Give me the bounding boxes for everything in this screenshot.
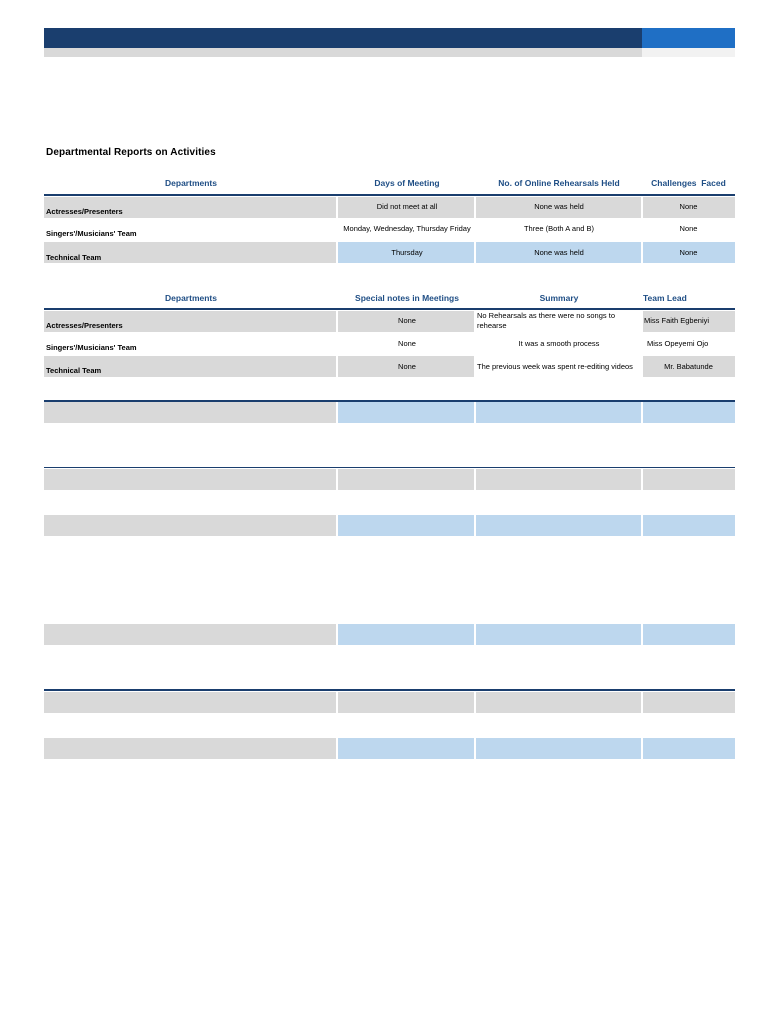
page-title: Departmental Reports on Activities (46, 147, 216, 158)
days-cell: Thursday (391, 248, 423, 257)
summary-cell: The previous week was spent re-editing videos (477, 362, 633, 371)
team-lead-cell: Mr. Babatunde (664, 362, 713, 371)
header-underline (44, 48, 642, 57)
column-header-days-of-meeting: Days of Meeting (374, 178, 440, 188)
department-cell: Technical Team (46, 366, 102, 375)
column-header-challenges: Challenges Faced (651, 178, 726, 188)
summary-cell: No Rehearsals as there were no songs to rehearse (477, 311, 615, 330)
section-rule (44, 467, 735, 468)
header-underline-accent (642, 48, 735, 57)
table-header-rule (44, 308, 735, 310)
header-bar (44, 28, 642, 48)
section-rule (44, 689, 735, 691)
column-header-special-notes: Special notes in Meetings (355, 293, 459, 303)
challenges-cell: None (679, 248, 698, 257)
days-cell: Monday, Wednesday, Thursday Friday (343, 224, 471, 233)
rehearsals-cell: None was held (534, 248, 584, 257)
department-cell: Technical Team (46, 253, 102, 262)
team-lead-cell: Miss Opeyemi Ojo (647, 339, 709, 348)
header-accent-bar (642, 28, 735, 48)
column-header-departments: Departments (165, 293, 217, 303)
rehearsals-cell: Three (Both A and B) (523, 224, 595, 233)
rehearsals-cell: None was held (534, 202, 584, 211)
special-notes-cell: None (398, 362, 416, 371)
challenges-cell: None (679, 224, 698, 233)
challenges-cell: None (679, 202, 698, 211)
team-lead-cell: Miss Faith Egbeniyi (644, 316, 710, 325)
department-cell: Actresses/Presenters (46, 321, 123, 330)
column-header-departments: Departments (165, 178, 217, 188)
summary-cell: It was a smooth process (518, 339, 600, 348)
column-header-team-lead: Team Lead (643, 293, 687, 303)
days-cell: Did not meet at all (376, 202, 438, 211)
special-notes-cell: None (398, 316, 416, 325)
department-cell: Singers'/Musicians' Team (46, 229, 137, 238)
table-header-rule (44, 194, 735, 196)
column-header-summary: Summary (539, 293, 579, 303)
column-header-online-rehearsals: No. of Online Rehearsals Held (498, 178, 620, 188)
department-cell: Singers'/Musicians' Team (46, 343, 137, 352)
department-cell: Actresses/Presenters (46, 207, 123, 216)
special-notes-cell: None (398, 339, 416, 348)
